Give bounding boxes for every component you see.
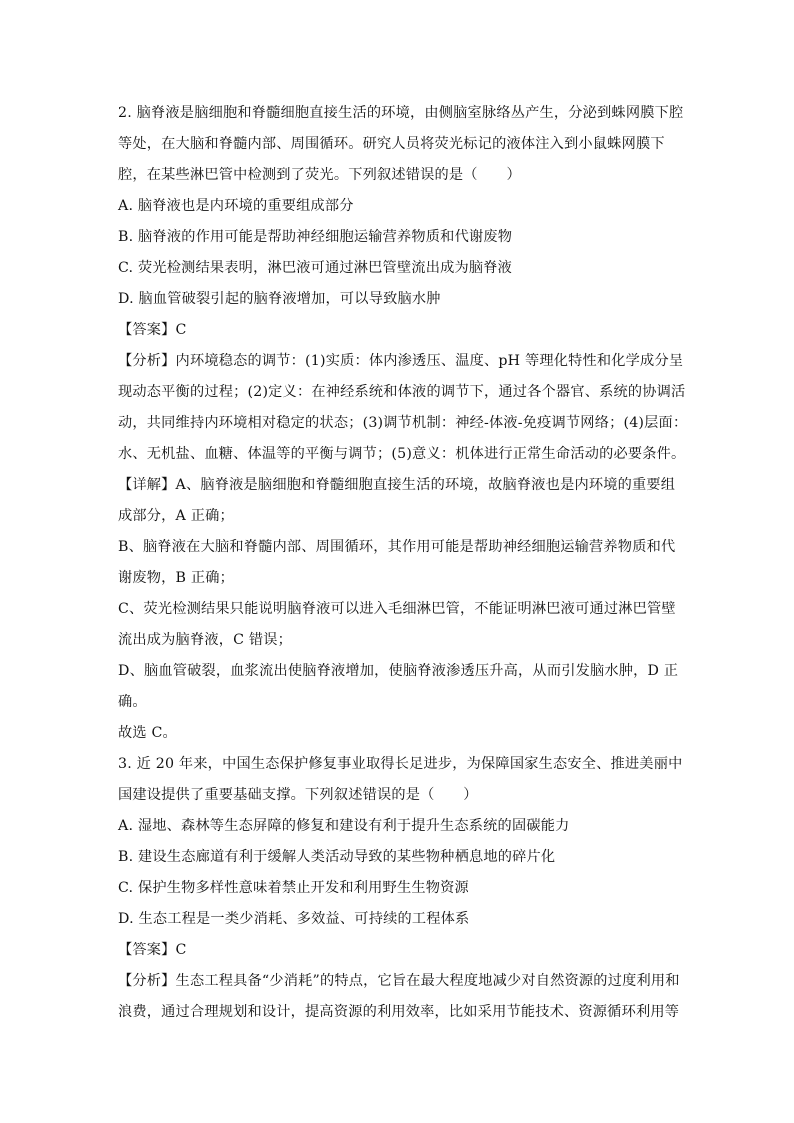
text-line: 成部分，A 正确；	[118, 508, 234, 524]
text-line: 3. 近 20 年来，中国生态保护修复事业取得长足进步，为保障国家生态安全、推进美丽中	[118, 756, 683, 772]
text-line: 腔，在某些淋巴管中检测到了荧光。下列叙述错误的是（ ）	[118, 167, 521, 183]
text-line: 【分析】生态工程具备“少消耗”的特点，它旨在最大程度地减少对自然资源的过度利用和	[118, 973, 680, 989]
text-line: D. 生态工程是一类少消耗、多效益、可持续的工程体系	[118, 911, 470, 927]
text-line: 流出成为脑脊液，C 错误；	[118, 632, 293, 648]
text-line: 现动态平衡的过程；(2)定义：在神经系统和体液的调节下，通过各个器官、系统的协调活	[118, 384, 686, 400]
text-line: 2. 脑脊液是脑细胞和脊髓细胞直接生活的环境，由侧脑室脉络丛产生，分泌到蛛网膜下腔	[118, 105, 684, 121]
text-line: A. 湿地、森林等生态屏障的修复和建设有利于提升生态系统的固碳能力	[118, 818, 570, 834]
text-line: C、荧光检测结果只能说明脑脊液可以进入毛细淋巴管，不能证明淋巴液可通过淋巴管壁	[118, 601, 676, 617]
text-line: 谢废物，B 正确；	[118, 570, 235, 586]
text-line: B、脑脊液在大脑和脊髓内部、周围循环，其作用可能是帮助神经细胞运输营养物质和代	[118, 539, 676, 555]
text-line: C. 保护生物多样性意味着禁止开发和利用野生生物资源	[118, 880, 469, 896]
text-line: 【答案】C	[118, 942, 187, 958]
text-line: C. 荧光检测结果表明，淋巴液可通过淋巴管壁流出成为脑脊液	[118, 260, 513, 276]
text-line: 等处，在大脑和脊髓内部、周围循环。研究人员将荧光标记的液体注入到小鼠蛛网膜下	[118, 136, 665, 152]
text-line: 水、无机盐、血糖、体温等的平衡与调节；(5)意义：机体进行正常生命活动的必要条件。	[118, 446, 686, 462]
text-line: A. 脑脊液也是内环境的重要组成部分	[118, 198, 354, 214]
text-line: D. 脑血管破裂引起的脑脊液增加，可以导致脑水肿	[118, 291, 441, 307]
document-body	[118, 98, 688, 1028]
text-line: 【答案】C	[118, 322, 187, 338]
text-line: 故选 C。	[118, 725, 177, 741]
text-line: 国建设提供了重要基础支撑。下列叙述错误的是（ ）	[118, 787, 478, 803]
text-line: 【分析】内环境稳态的调节：(1)实质：体内渗透压、温度、pH 等理化特性和化学成分呈	[118, 353, 684, 369]
text-line: 确。	[118, 694, 147, 710]
text-line: B. 建设生态廊道有利于缓解人类活动导致的某些物种栖息地的碎片化	[118, 849, 556, 865]
text-line: B. 脑脊液的作用可能是帮助神经细胞运输营养物质和代谢废物	[118, 229, 513, 245]
text-line: 【详解】A、脑脊液是脑细胞和脊髓细胞直接生活的环境，故脑脊液也是内环境的重要组	[118, 477, 676, 493]
text-line: 动，共同维持内环境相对稳定的状态；(3)调节机制：神经-体液-免疫调节网络；(4)层面：	[118, 415, 688, 431]
text-line: D、脑血管破裂，血浆流出使脑脊液增加，使脑脊液渗透压升高，从而引发脑水肿，D 正	[118, 663, 679, 679]
text-line: 浪费，通过合理规划和设计，提高资源的利用效率，比如采用节能技术、资源循环利用等	[118, 1004, 680, 1020]
